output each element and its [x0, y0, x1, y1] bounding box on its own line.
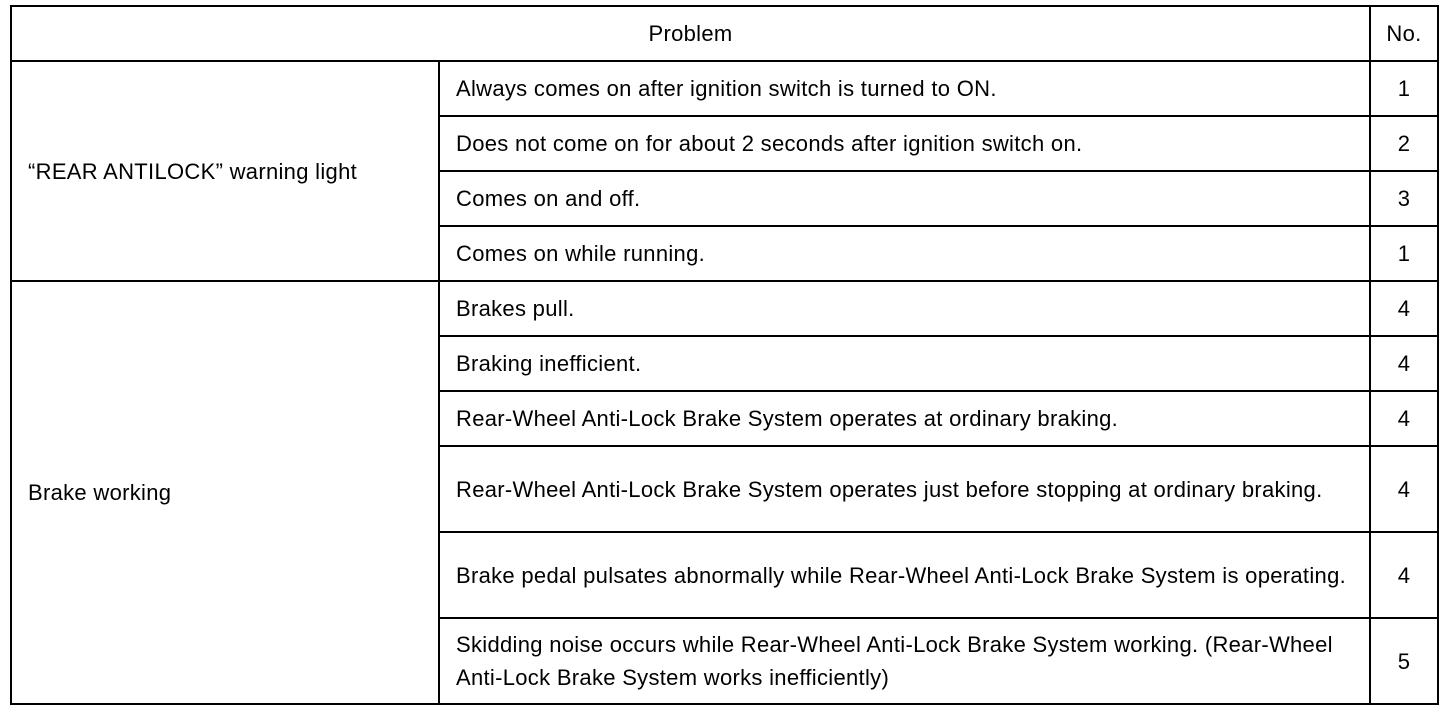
- category-warning-light: “REAR ANTILOCK” warning light: [11, 61, 439, 281]
- table-row: [11, 61, 1438, 116]
- problem-cell: Does not come on for about 2 seconds after ignition switch on.: [439, 116, 1370, 171]
- troubleshooting-table: [10, 5, 1439, 705]
- number-header: No.: [1370, 6, 1438, 61]
- number-cell: 4: [1370, 391, 1438, 446]
- problem-cell: Comes on and off.: [439, 171, 1370, 226]
- problem-cell: Brakes pull.: [439, 281, 1370, 336]
- number-cell: 4: [1370, 281, 1438, 336]
- number-cell: 4: [1370, 532, 1438, 618]
- problem-header: Problem: [11, 6, 1370, 61]
- number-cell: 3: [1370, 171, 1438, 226]
- number-cell: 5: [1370, 618, 1438, 704]
- problem-cell: Comes on while running.: [439, 226, 1370, 281]
- number-cell: 1: [1370, 226, 1438, 281]
- header-row: [11, 6, 1438, 61]
- number-cell: 4: [1370, 446, 1438, 532]
- number-cell: 2: [1370, 116, 1438, 171]
- problem-cell: Rear-Wheel Anti-Lock Brake System operates at ordinary braking.: [439, 391, 1370, 446]
- problem-cell: Skidding noise occurs while Rear-Wheel Anti-Lock Brake System working. (Rear-Wheel Anti-Lock Brake System works inefficiently): [439, 618, 1370, 704]
- number-cell: 1: [1370, 61, 1438, 116]
- table-row: [11, 281, 1438, 336]
- number-cell: 4: [1370, 336, 1438, 391]
- category-brake-working: Brake working: [11, 281, 439, 704]
- problem-cell: Rear-Wheel Anti-Lock Brake System operates just before stopping at ordinary braking.: [439, 446, 1370, 532]
- problem-cell: Brake pedal pulsates abnormally while Rear-Wheel Anti-Lock Brake System is operating.: [439, 532, 1370, 618]
- problem-cell: Always comes on after ignition switch is turned to ON.: [439, 61, 1370, 116]
- problem-cell: Braking inefficient.: [439, 336, 1370, 391]
